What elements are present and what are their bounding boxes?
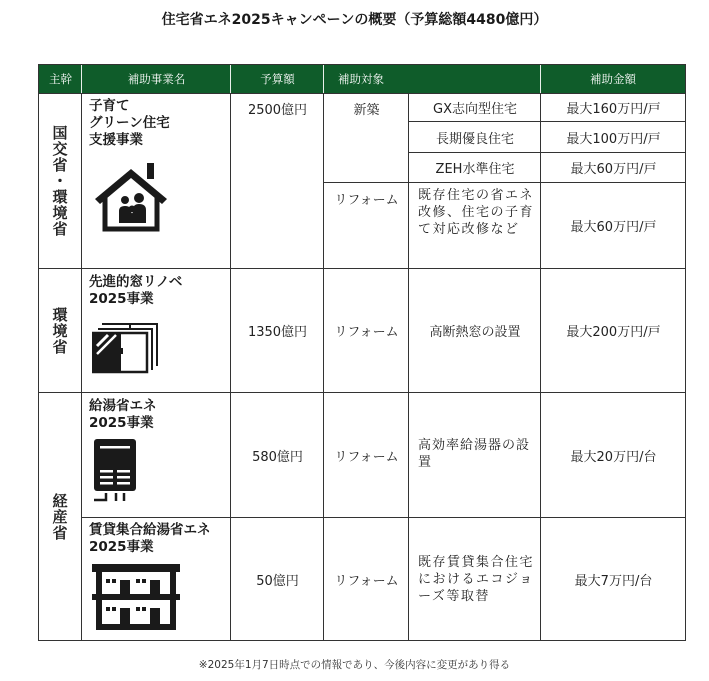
category-cell: リフォーム [334, 574, 399, 589]
category-cell: リフォーム [334, 449, 399, 465]
amount-cell: 最大160万円/戸 [566, 101, 661, 117]
program-cell [83, 520, 230, 640]
amount-cell: 最大100万円/戸 [566, 131, 661, 147]
header-divider [81, 65, 82, 93]
footnote: ※2025年1月7日時点での情報であり、今後内容に変更があり得る [198, 659, 511, 671]
header-divider [540, 65, 541, 93]
amount-cell: 最大200万円/戸 [566, 325, 661, 340]
program-name-line: 2025事業 [89, 415, 154, 431]
grid-line [408, 93, 409, 641]
grid-line [81, 93, 82, 641]
house-family-icon [93, 161, 224, 233]
ministry-cell [39, 269, 81, 392]
header-program: 補助事業名 [127, 72, 186, 86]
grid-line [540, 93, 541, 641]
target-item-cell: 長期優良住宅 [435, 131, 514, 147]
table-header [39, 65, 685, 94]
ministry-label: 環境省 [50, 306, 69, 355]
window-icon [92, 320, 224, 374]
target-item-text: 高効率給湯器の設置 [418, 438, 531, 470]
header-budget: 予算額 [260, 72, 295, 86]
grid-line [323, 93, 324, 641]
target-item-cell: ZEH水準住宅 [435, 162, 515, 177]
grid-line [230, 93, 231, 641]
target-item-cell [418, 554, 536, 605]
budget-cell: 50億円 [256, 574, 299, 589]
amount-cell: 最大60万円/戸 [570, 220, 657, 235]
header-divider [323, 65, 324, 93]
program-cell [83, 272, 230, 390]
program-name-line: 賃貸集合給湯省エネ [89, 522, 211, 538]
program-name-line: 2025事業 [89, 291, 154, 307]
target-item-cell: 高断熱窓の設置 [429, 325, 521, 340]
header-lead: 主幹 [49, 72, 72, 86]
apartment-icon [92, 564, 224, 630]
program-name-line: 支援事業 [89, 132, 143, 148]
target-item-cell [418, 437, 536, 471]
ministry-label: 経産省 [50, 493, 69, 541]
program-name-line: グリーン住宅 [89, 115, 170, 131]
header-amount: 補助金額 [590, 72, 636, 86]
program-name-line: 給湯省エネ [89, 398, 157, 414]
target-item-cell: 既存住宅の省エネ改修、住宅の子育て対応改修など [418, 188, 535, 237]
amount-cell: 最大20万円/台 [570, 449, 657, 465]
program-name-line: 先進的窓リノベ [89, 274, 183, 290]
category-cell: 新築 [353, 103, 380, 118]
category-cell: リフォーム [334, 325, 399, 340]
ministry-cell [39, 393, 81, 641]
program-cell [83, 96, 230, 266]
water-heater-icon [92, 438, 224, 502]
ministry-label: 国交省・環境省 [50, 124, 69, 237]
page-title: 住宅省エネ2025キャンペーンの概要（予算総額4480億円） [161, 12, 548, 28]
budget-cell: 580億円 [252, 449, 303, 465]
header-divider [230, 65, 231, 93]
header-target: 補助対象 [338, 72, 384, 86]
ministry-cell [39, 93, 81, 268]
subsidy-table [38, 64, 686, 641]
budget-cell: 1350億円 [247, 325, 308, 340]
target-item-text: 既存賃貸集合住宅におけるエコジョーズ等取替 [418, 555, 535, 604]
amount-cell: 最大7万円/台 [574, 574, 653, 589]
category-cell: リフォーム [334, 193, 399, 208]
amount-cell: 最大60万円/戸 [570, 162, 657, 177]
program-name-line: 2025事業 [89, 539, 154, 555]
budget-cell: 2500億円 [247, 103, 308, 118]
program-cell [83, 396, 230, 516]
target-item-cell: GX志向型住宅 [433, 101, 517, 117]
program-name-line: 子育て [89, 98, 130, 114]
